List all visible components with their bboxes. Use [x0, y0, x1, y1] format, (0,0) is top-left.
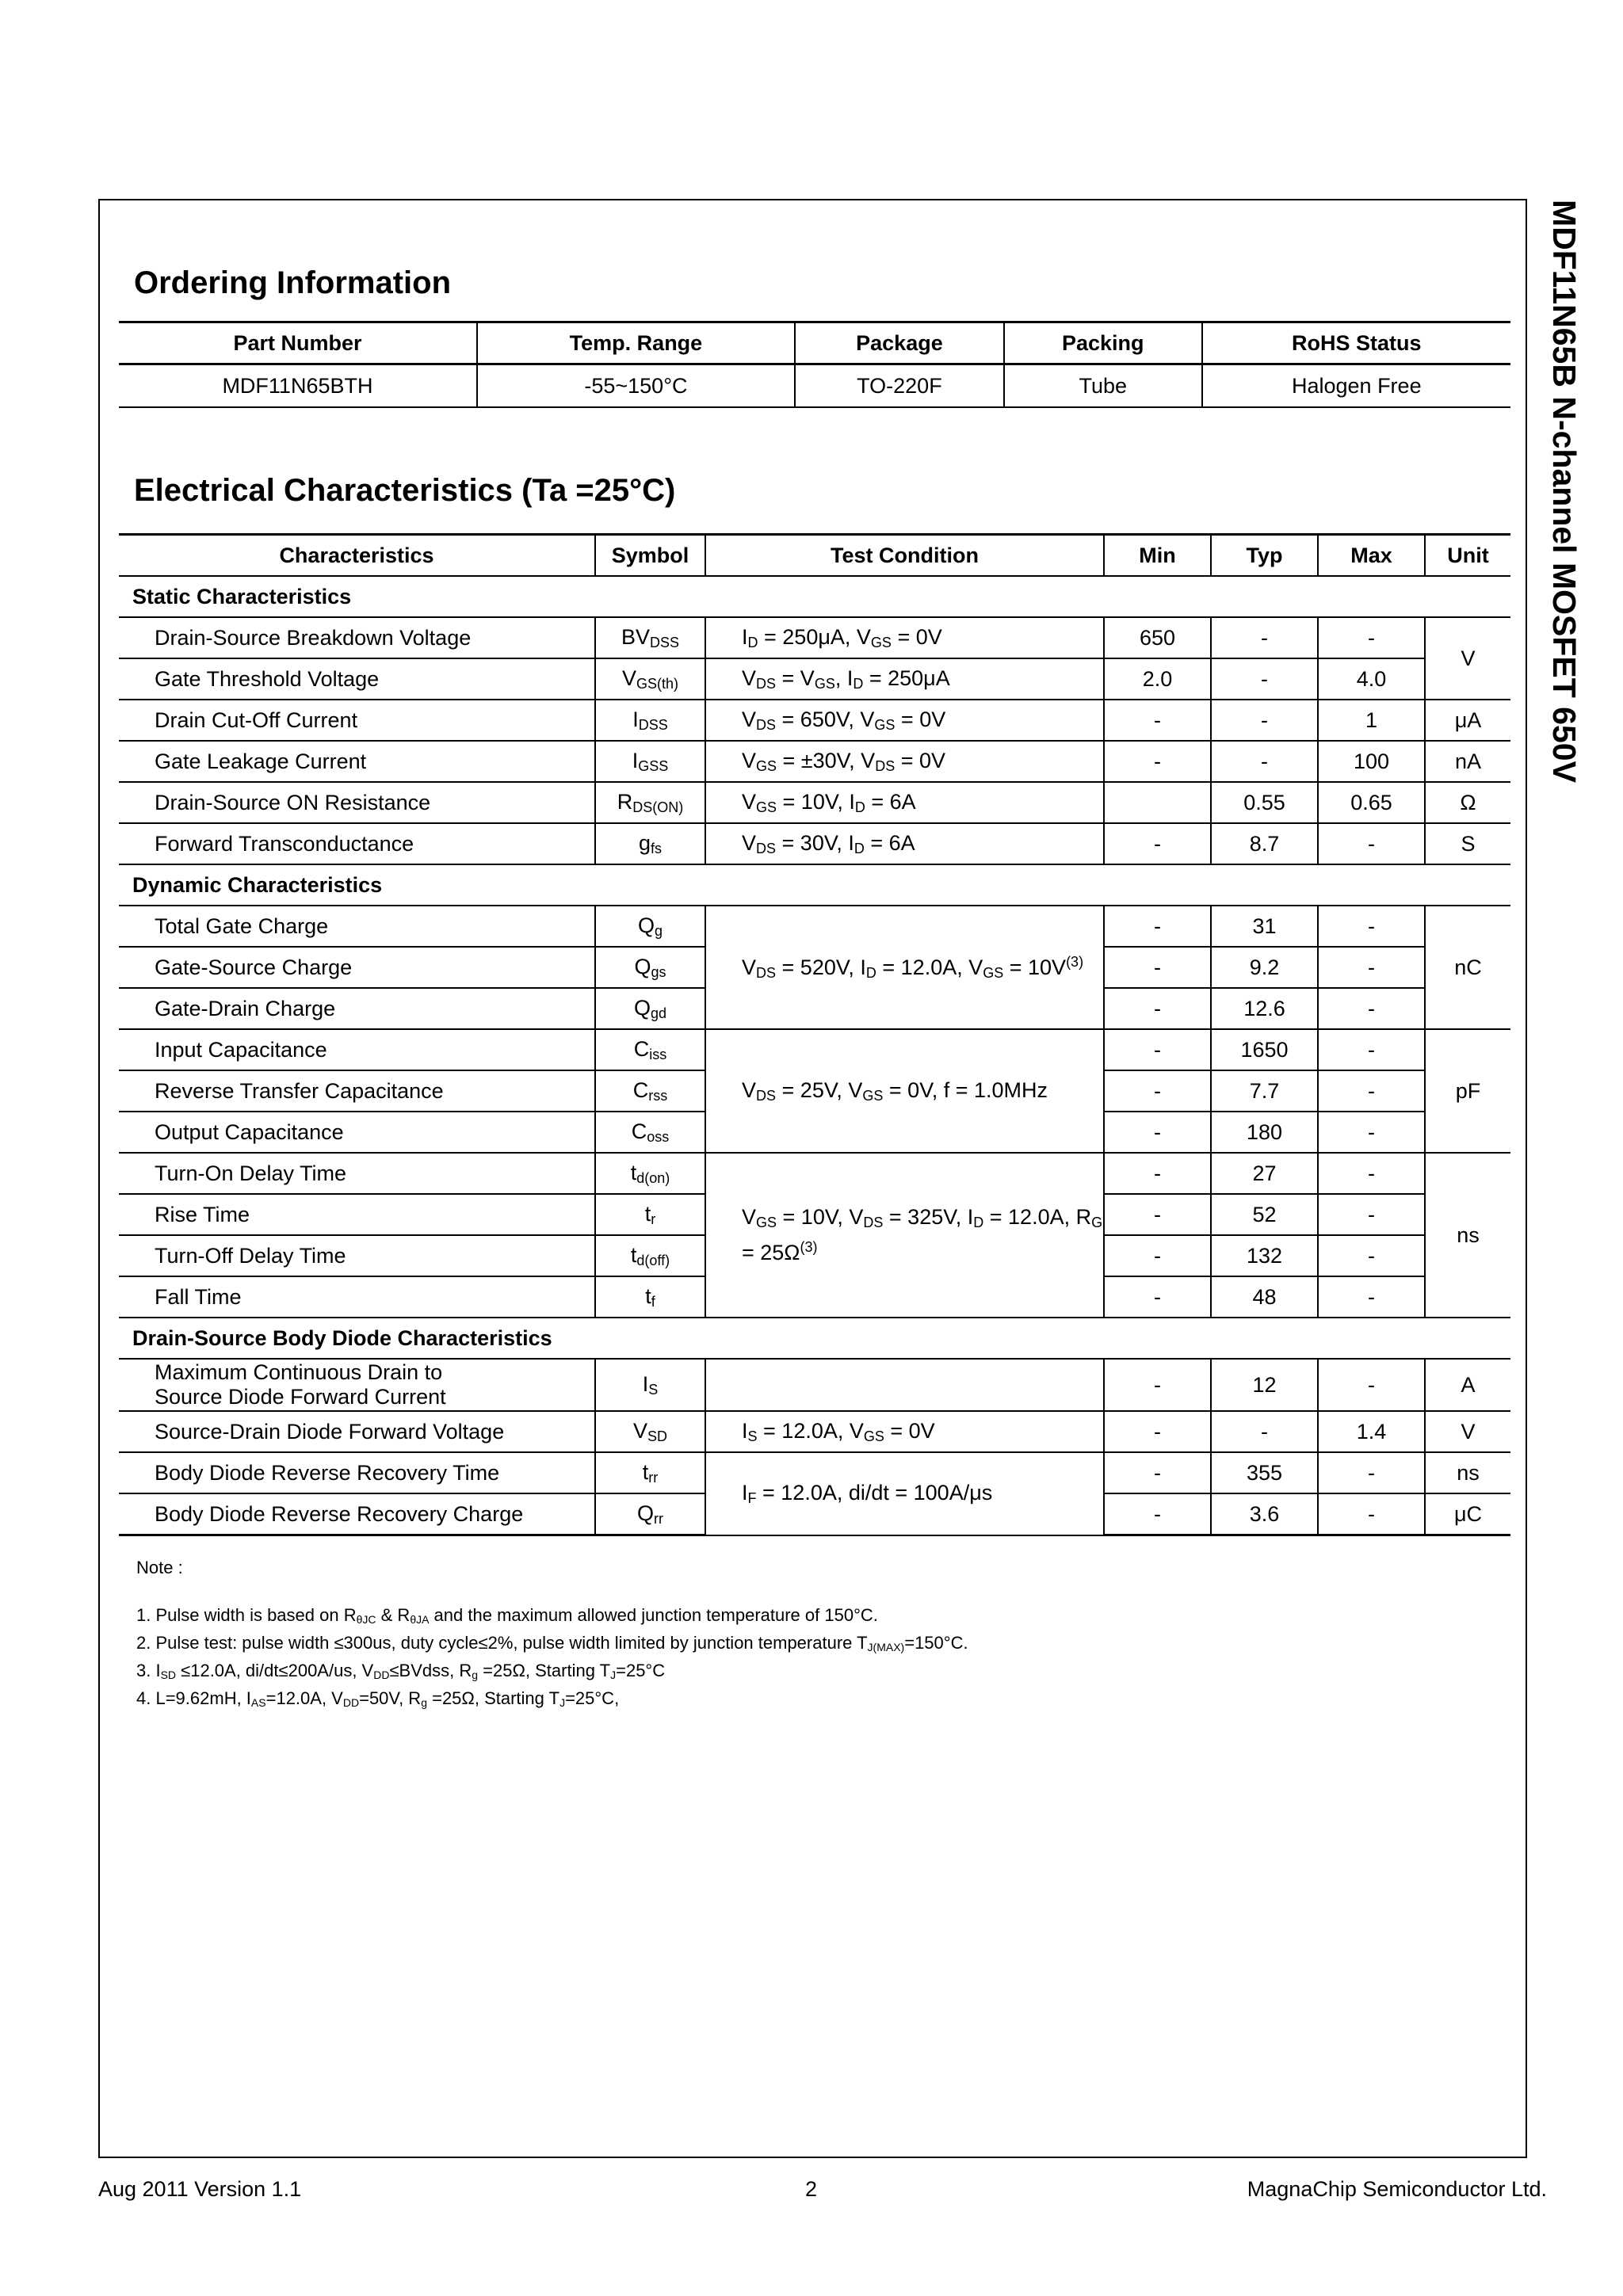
min: - [1104, 1235, 1211, 1276]
notes [136, 1556, 968, 1714]
char-name: Drain-Source ON Resistance [119, 782, 595, 823]
min: - [1104, 1070, 1211, 1112]
unit: μC [1425, 1493, 1510, 1535]
char-name: Output Capacitance [119, 1112, 595, 1153]
table-row [119, 1359, 1510, 1411]
min: - [1104, 1493, 1211, 1535]
typ: 0.55 [1211, 782, 1318, 823]
packing: Tube [1004, 364, 1202, 408]
ec-header: Test Condition [705, 535, 1104, 577]
typ: - [1211, 617, 1318, 658]
typ: 355 [1211, 1452, 1318, 1493]
min: 650 [1104, 617, 1211, 658]
unit: Ω [1425, 782, 1510, 823]
max: - [1318, 1070, 1425, 1112]
ec-header: Min [1104, 535, 1211, 577]
test-condition: $V_{DS} = 25V$, $V_{GS} = 0V$, f = 1.0MHz [705, 1029, 1104, 1153]
typ: 31 [1211, 906, 1318, 947]
ordering-header: Packing [1004, 322, 1202, 364]
min: - [1104, 1112, 1211, 1153]
ec-header: Unit [1425, 535, 1510, 577]
side-title: MDF11N65B N-channel MOSFET 650V [1546, 200, 1583, 783]
table-row [119, 1029, 1510, 1070]
min: - [1104, 1411, 1211, 1452]
char-name: Gate-Drain Charge [119, 988, 595, 1029]
typ: 27 [1211, 1153, 1318, 1194]
min: - [1104, 1452, 1211, 1493]
min: - [1104, 1194, 1211, 1235]
max: - [1318, 1493, 1425, 1535]
max: - [1318, 1029, 1425, 1070]
typ: 7.7 [1211, 1070, 1318, 1112]
unit: μA [1425, 700, 1510, 741]
typ: 132 [1211, 1235, 1318, 1276]
test-condition: $V_{GS} = 10V$, $I_D = 6A$ [705, 782, 1104, 823]
max: 1 [1318, 700, 1425, 741]
min: 2.0 [1104, 658, 1211, 700]
char-name: Turn-Off Delay Time [119, 1235, 595, 1276]
min: - [1104, 1029, 1211, 1070]
test-condition: $V_{DS} = 520V$, $I_D = 12.0A$, $V_{GS} = 10V^{(3)}$ [705, 906, 1104, 1029]
max: - [1318, 947, 1425, 988]
symbol: $t_{d(on)}$ [595, 1153, 705, 1194]
symbol: $BV_{DSS}$ [595, 617, 705, 658]
symbol: $R_{DS(ON)}$ [595, 782, 705, 823]
char-name: Input Capacitance [119, 1029, 595, 1070]
symbol: $C_{iss}$ [595, 1029, 705, 1070]
symbol: $t_f$ [595, 1276, 705, 1318]
typ: 12.6 [1211, 988, 1318, 1029]
max: 1.4 [1318, 1411, 1425, 1452]
min: - [1104, 1276, 1211, 1318]
test-condition: $I_S = 12.0A$, $V_{GS} = 0V$ [705, 1411, 1104, 1452]
char-name: Forward Transconductance [119, 823, 595, 864]
table-row [119, 741, 1510, 782]
max: - [1318, 1153, 1425, 1194]
typ: 180 [1211, 1112, 1318, 1153]
max: - [1318, 1359, 1425, 1411]
test-condition: $V_{DS} = V_{GS}$, $I_D = 250\mu A$ [705, 658, 1104, 700]
char-name: Reverse Transfer Capacitance [119, 1070, 595, 1112]
min: - [1104, 1153, 1211, 1194]
part-number: MDF11N65BTH [119, 364, 477, 408]
char-name: Drain Cut-Off Current [119, 700, 595, 741]
symbol: $Q_{rr}$ [595, 1493, 705, 1535]
char-name: Gate Leakage Current [119, 741, 595, 782]
test-condition: $V_{GS} = 10V$, $V_{DS} = 325V$, $I_D = 12.0A$, $R_G = 25\Omega^{(3)}$ [705, 1153, 1104, 1318]
symbol: $V_{GS(th)}$ [595, 658, 705, 700]
symbol: $I_S$ [595, 1359, 705, 1411]
min: - [1104, 988, 1211, 1029]
table-row [119, 617, 1510, 658]
symbol: $I_{GSS}$ [595, 741, 705, 782]
unit: pF [1425, 1029, 1510, 1153]
note-item: 3. $I_{SD} \le 12.0A$, di/dt≤200A/us, $V_{DD}\le BVdss$, $R_g =25\Omega$, Starting $T_J=25^\circ C$ [136, 1661, 666, 1681]
note-item: 2. Pulse test: pulse width ≤300us, duty cycle≤2%, pulse width limited by junction temperature $T_{J(MAX)}=150^\circ C$. [136, 1633, 968, 1653]
footer-company: MagnaChip Semiconductor Ltd. [1247, 2177, 1547, 2201]
table-row [119, 906, 1510, 947]
typ: - [1211, 741, 1318, 782]
max: - [1318, 617, 1425, 658]
test-condition: $V_{DS} = 30V$, $I_D = 6A$ [705, 823, 1104, 864]
unit: V [1425, 617, 1510, 700]
test-condition: $V_{GS} = \pm 30V$, $V_{DS} = 0V$ [705, 741, 1104, 782]
ec-header: Symbol [595, 535, 705, 577]
test-condition [705, 1359, 1104, 1411]
typ: - [1211, 658, 1318, 700]
typ: 9.2 [1211, 947, 1318, 988]
typ: - [1211, 700, 1318, 741]
char-name: Gate Threshold Voltage [119, 658, 595, 700]
symbol: $Q_g$ [595, 906, 705, 947]
note-item: 1. Pulse width is based on $R_{\theta JC}$ & $R_{\theta JA}$ and the maximum allowed junction temperature of 150°C. [136, 1605, 878, 1626]
symbol: $Q_{gs}$ [595, 947, 705, 988]
ec-header: Characteristics [119, 535, 595, 577]
symbol: $V_{SD}$ [595, 1411, 705, 1452]
footer-version: Aug 2011 Version 1.1 [98, 2177, 302, 2201]
max: 100 [1318, 741, 1425, 782]
max: - [1318, 988, 1425, 1029]
unit: S [1425, 823, 1510, 864]
char-name: Drain-Source Breakdown Voltage [119, 617, 595, 658]
max: 4.0 [1318, 658, 1425, 700]
ordering-header: Temp. Range [477, 322, 795, 364]
max: - [1318, 1452, 1425, 1493]
electrical-table [119, 533, 1510, 1536]
note-item: 4. L=9.62mH, $I_{AS}=12.0A$, $V_{DD}=50V$, $R_g =25\Omega$, Starting $T_J=25^\circ C$, [136, 1688, 620, 1709]
min: - [1104, 947, 1211, 988]
symbol: $t_{rr}$ [595, 1452, 705, 1493]
section-static: Static Characteristics [119, 576, 1510, 617]
unit: V [1425, 1411, 1510, 1452]
notes-title: Note : [136, 1558, 183, 1577]
unit: nC [1425, 906, 1510, 1029]
min [1104, 782, 1211, 823]
symbol: $t_r$ [595, 1194, 705, 1235]
char-name: Maximum Continuous Drain to Source Diode Forward Current [119, 1359, 595, 1411]
typ: 12 [1211, 1359, 1318, 1411]
test-condition: $I_F = 12.0A$, di/dt = 100A/μs [705, 1452, 1104, 1535]
ordering-header: Package [795, 322, 1004, 364]
symbol: $Q_{gd}$ [595, 988, 705, 1029]
symbol: $C_{oss}$ [595, 1112, 705, 1153]
symbol: $C_{rss}$ [595, 1070, 705, 1112]
char-name: Turn-On Delay Time [119, 1153, 595, 1194]
min: - [1104, 906, 1211, 947]
ordering-table [119, 321, 1510, 408]
unit: ns [1425, 1153, 1510, 1318]
ec-header: Typ [1211, 535, 1318, 577]
min: - [1104, 741, 1211, 782]
max: - [1318, 823, 1425, 864]
typ: - [1211, 1411, 1318, 1452]
char-name: Source-Drain Diode Forward Voltage [119, 1411, 595, 1452]
package: TO-220F [795, 364, 1004, 408]
max: - [1318, 1235, 1425, 1276]
table-row [119, 658, 1510, 700]
symbol: $g_{fs}$ [595, 823, 705, 864]
char-name: Rise Time [119, 1194, 595, 1235]
min: - [1104, 700, 1211, 741]
char-name: Fall Time [119, 1276, 595, 1318]
ordering-header: RoHS Status [1202, 322, 1510, 364]
max: - [1318, 1194, 1425, 1235]
typ: 1650 [1211, 1029, 1318, 1070]
symbol: $t_{d(off)}$ [595, 1235, 705, 1276]
min: - [1104, 1359, 1211, 1411]
symbol: $I_{DSS}$ [595, 700, 705, 741]
char-name: Body Diode Reverse Recovery Charge [119, 1493, 595, 1535]
electrical-title: Electrical Characteristics (Ta =25°C) [134, 473, 676, 508]
unit: nA [1425, 741, 1510, 782]
max: - [1318, 1276, 1425, 1318]
typ: 8.7 [1211, 823, 1318, 864]
section-dynamic: Dynamic Characteristics [119, 864, 1510, 906]
char-name: Body Diode Reverse Recovery Time [119, 1452, 595, 1493]
table-row [119, 782, 1510, 823]
ec-header: Max [1318, 535, 1425, 577]
typ: 3.6 [1211, 1493, 1318, 1535]
table-row [119, 700, 1510, 741]
typ: 48 [1211, 1276, 1318, 1318]
max: 0.65 [1318, 782, 1425, 823]
char-name: Total Gate Charge [119, 906, 595, 947]
char-name: Gate-Source Charge [119, 947, 595, 988]
max: - [1318, 906, 1425, 947]
table-row [119, 823, 1510, 864]
temp-range: -55~150°C [477, 364, 795, 408]
page-number: 2 [805, 2177, 818, 2201]
test-condition: $V_{DS} = 650V$, $V_{GS} = 0V$ [705, 700, 1104, 741]
table-row [119, 364, 1510, 408]
ordering-title: Ordering Information [134, 265, 451, 300]
table-row [119, 1153, 1510, 1194]
min: - [1104, 823, 1211, 864]
unit: ns [1425, 1452, 1510, 1493]
rohs-status: Halogen Free [1202, 364, 1510, 408]
table-row [119, 1411, 1510, 1452]
typ: 52 [1211, 1194, 1318, 1235]
unit: A [1425, 1359, 1510, 1411]
ordering-header: Part Number [119, 322, 477, 364]
test-condition: $I_D = 250\mu A$, $V_{GS} = 0V$ [705, 617, 1104, 658]
max: - [1318, 1112, 1425, 1153]
section-diode: Drain-Source Body Diode Characteristics [119, 1318, 1510, 1359]
table-row [119, 1452, 1510, 1493]
